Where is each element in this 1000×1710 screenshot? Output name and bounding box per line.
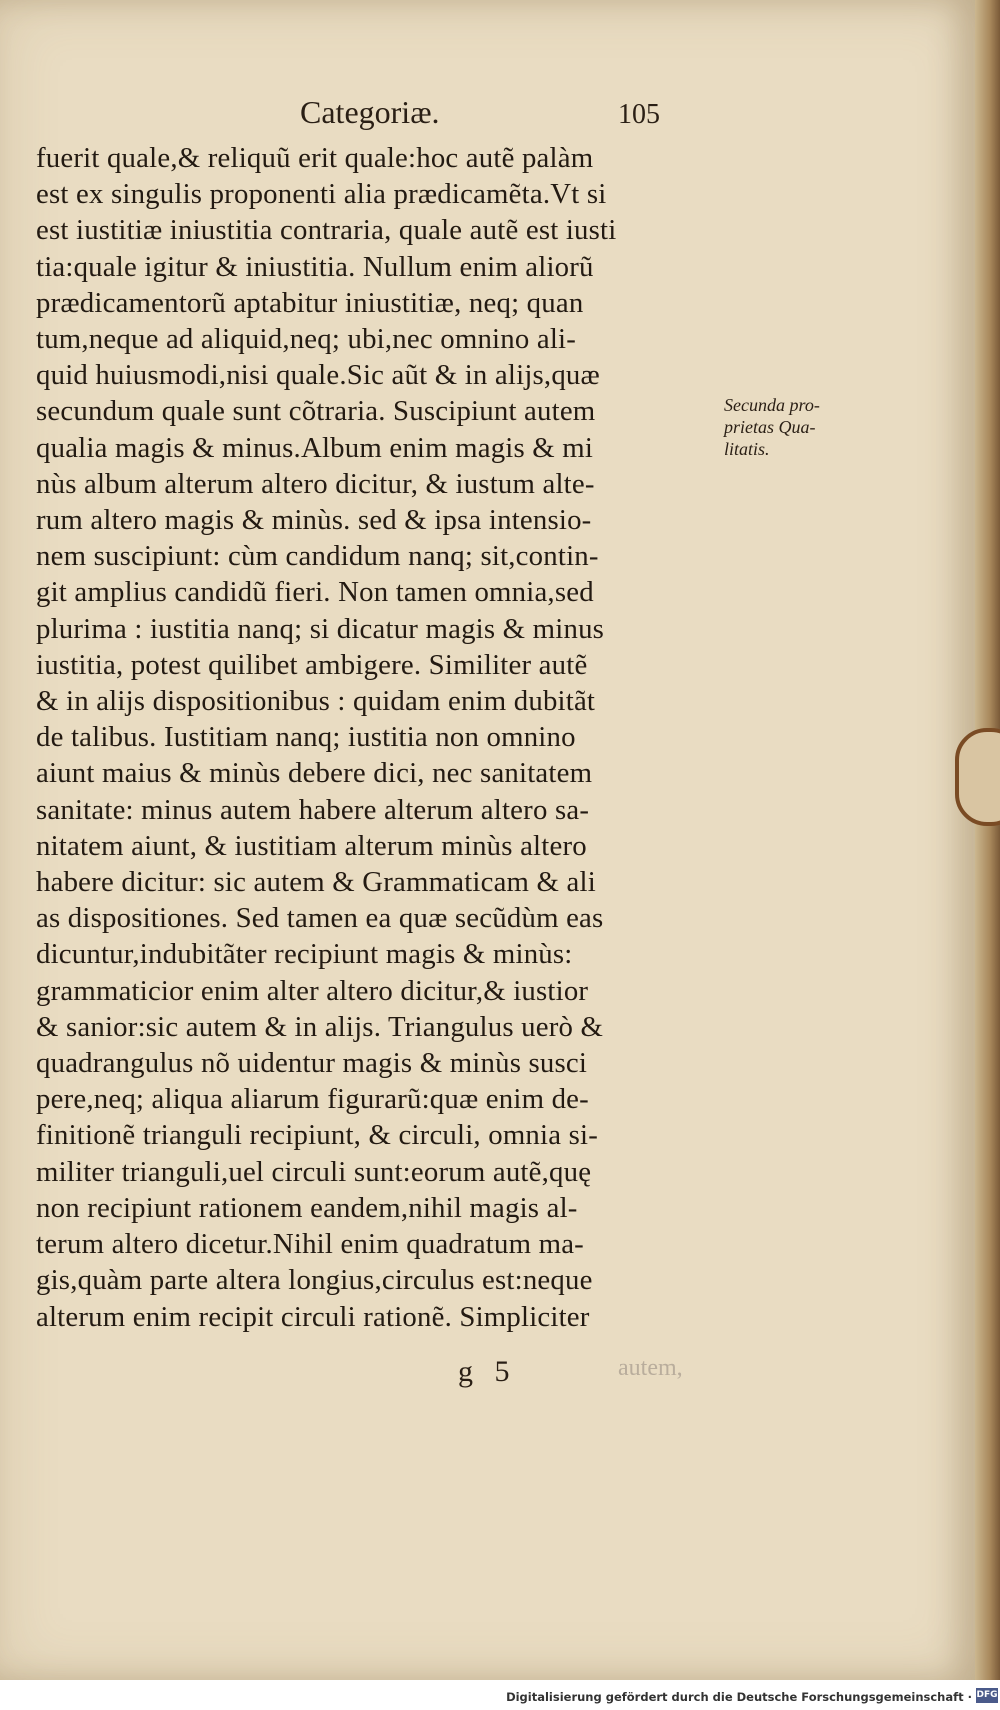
text-line: as dispositiones. Sed tamen ea quæ secũdùm eas: [36, 902, 604, 935]
text-line: nùs album alterum altero dicitur, & iustum alte-: [36, 467, 595, 500]
body-text: [36, 140, 726, 1335]
text-line: est ex singulis proponenti alia prædicamẽta.Vt si: [36, 178, 607, 211]
marginal-note-line: prietas Qua-: [724, 417, 816, 437]
text-line: plurima : iustitia nanq; si dicatur magis & minus: [36, 612, 605, 645]
text-line: fuerit quale,& reliquũ erit quale:hoc autẽ palàm: [36, 142, 594, 174]
text-line: git amplius candidũ fieri. Non tamen omnia,sed: [36, 576, 594, 609]
text-line: non recipiunt rationem eandem,nihil magis al-: [36, 1191, 578, 1224]
text-line: alterum enim recipit circuli rationẽ. Simpliciter: [36, 1300, 590, 1333]
marginal-note-line: Secunda pro-: [724, 395, 820, 415]
footer-credit: Digitalisierung gefördert durch die Deutsche Forschungsgemeinschaft ·: [506, 1690, 972, 1704]
text-line: tum,neque ad aliquid,neq; ubi,nec omnino ali-: [36, 323, 577, 356]
folio-number: 105: [618, 99, 660, 130]
text-line: secundum quale sunt cõtraria. Suscipiunt autem: [36, 395, 596, 428]
text-line: est iustitiæ iniustitia contraria, quale autẽ est iusti: [36, 214, 617, 247]
text-line: finitionẽ trianguli recipiunt, & circuli, omnia si-: [36, 1119, 599, 1152]
text-line: quid huiusmodi,nisi quale.Sic aũt & in alijs,quæ: [36, 359, 600, 392]
text-line: grammaticior enim alter altero dicitur,& iustior: [36, 974, 589, 1007]
text-line: terum altero dicetur.Nihil enim quadratum ma-: [36, 1228, 584, 1261]
text-line: qualia magis & minus.Album enim magis & mi: [36, 431, 594, 464]
running-head: [300, 94, 660, 131]
running-head-title: Categoriæ.: [300, 94, 440, 130]
text-line: iustitia, potest quilibet ambigere. Similiter autẽ: [36, 648, 588, 681]
text-line: & in alijs dispositionibus : quidam enim dubitãt: [36, 685, 596, 718]
text-line: prædicamentorũ aptabitur iniustitiæ, neq; quan: [36, 286, 584, 319]
text-line: aiunt maius & minùs debere dici, nec sanitatem: [36, 757, 593, 790]
text-line: tia:quale igitur & iniustitia. Nullum enim aliorũ: [36, 250, 594, 283]
text-line: militer trianguli,uel circuli sunt:eorum autẽ,quę: [36, 1155, 592, 1188]
catchword: autem,: [618, 1355, 683, 1381]
signature-mark: g 5: [458, 1355, 510, 1388]
text-line: gis,quàm parte altera longius,circulus est:neque: [36, 1264, 593, 1297]
text-line: de talibus. Iustitiam nanq; iustitia non omnino: [36, 721, 576, 754]
text-line: & sanior:sic autem & in alijs. Triangulus uerò &: [36, 1010, 604, 1043]
marginal-note-line: litatis.: [724, 439, 770, 459]
dfg-logo: DFG: [976, 1688, 998, 1703]
text-line: quadrangulus nõ uidentur magis & minùs susci: [36, 1047, 588, 1080]
text-line: dicuntur,indubitãter recipiunt magis & minùs:: [36, 938, 573, 971]
text-line: nitatem aiunt, & iustitiam alterum minùs altero: [36, 829, 587, 862]
text-line: habere dicitur: sic autem & Grammaticam & ali: [36, 866, 596, 899]
text-line: sanitate: minus autem habere alterum altero sa-: [36, 793, 590, 826]
page-edge: [975, 0, 1000, 1680]
book-clasp: [955, 728, 1000, 826]
text-line: rum altero magis & minùs. sed & ipsa intensio-: [36, 504, 592, 537]
text-line: nem suscipiunt: cùm candidum nanq; sit,contin-: [36, 540, 599, 573]
marginal-note: [724, 394, 874, 460]
text-line: pere,neq; aliqua aliarum figurarũ:quæ enim de-: [36, 1083, 589, 1116]
